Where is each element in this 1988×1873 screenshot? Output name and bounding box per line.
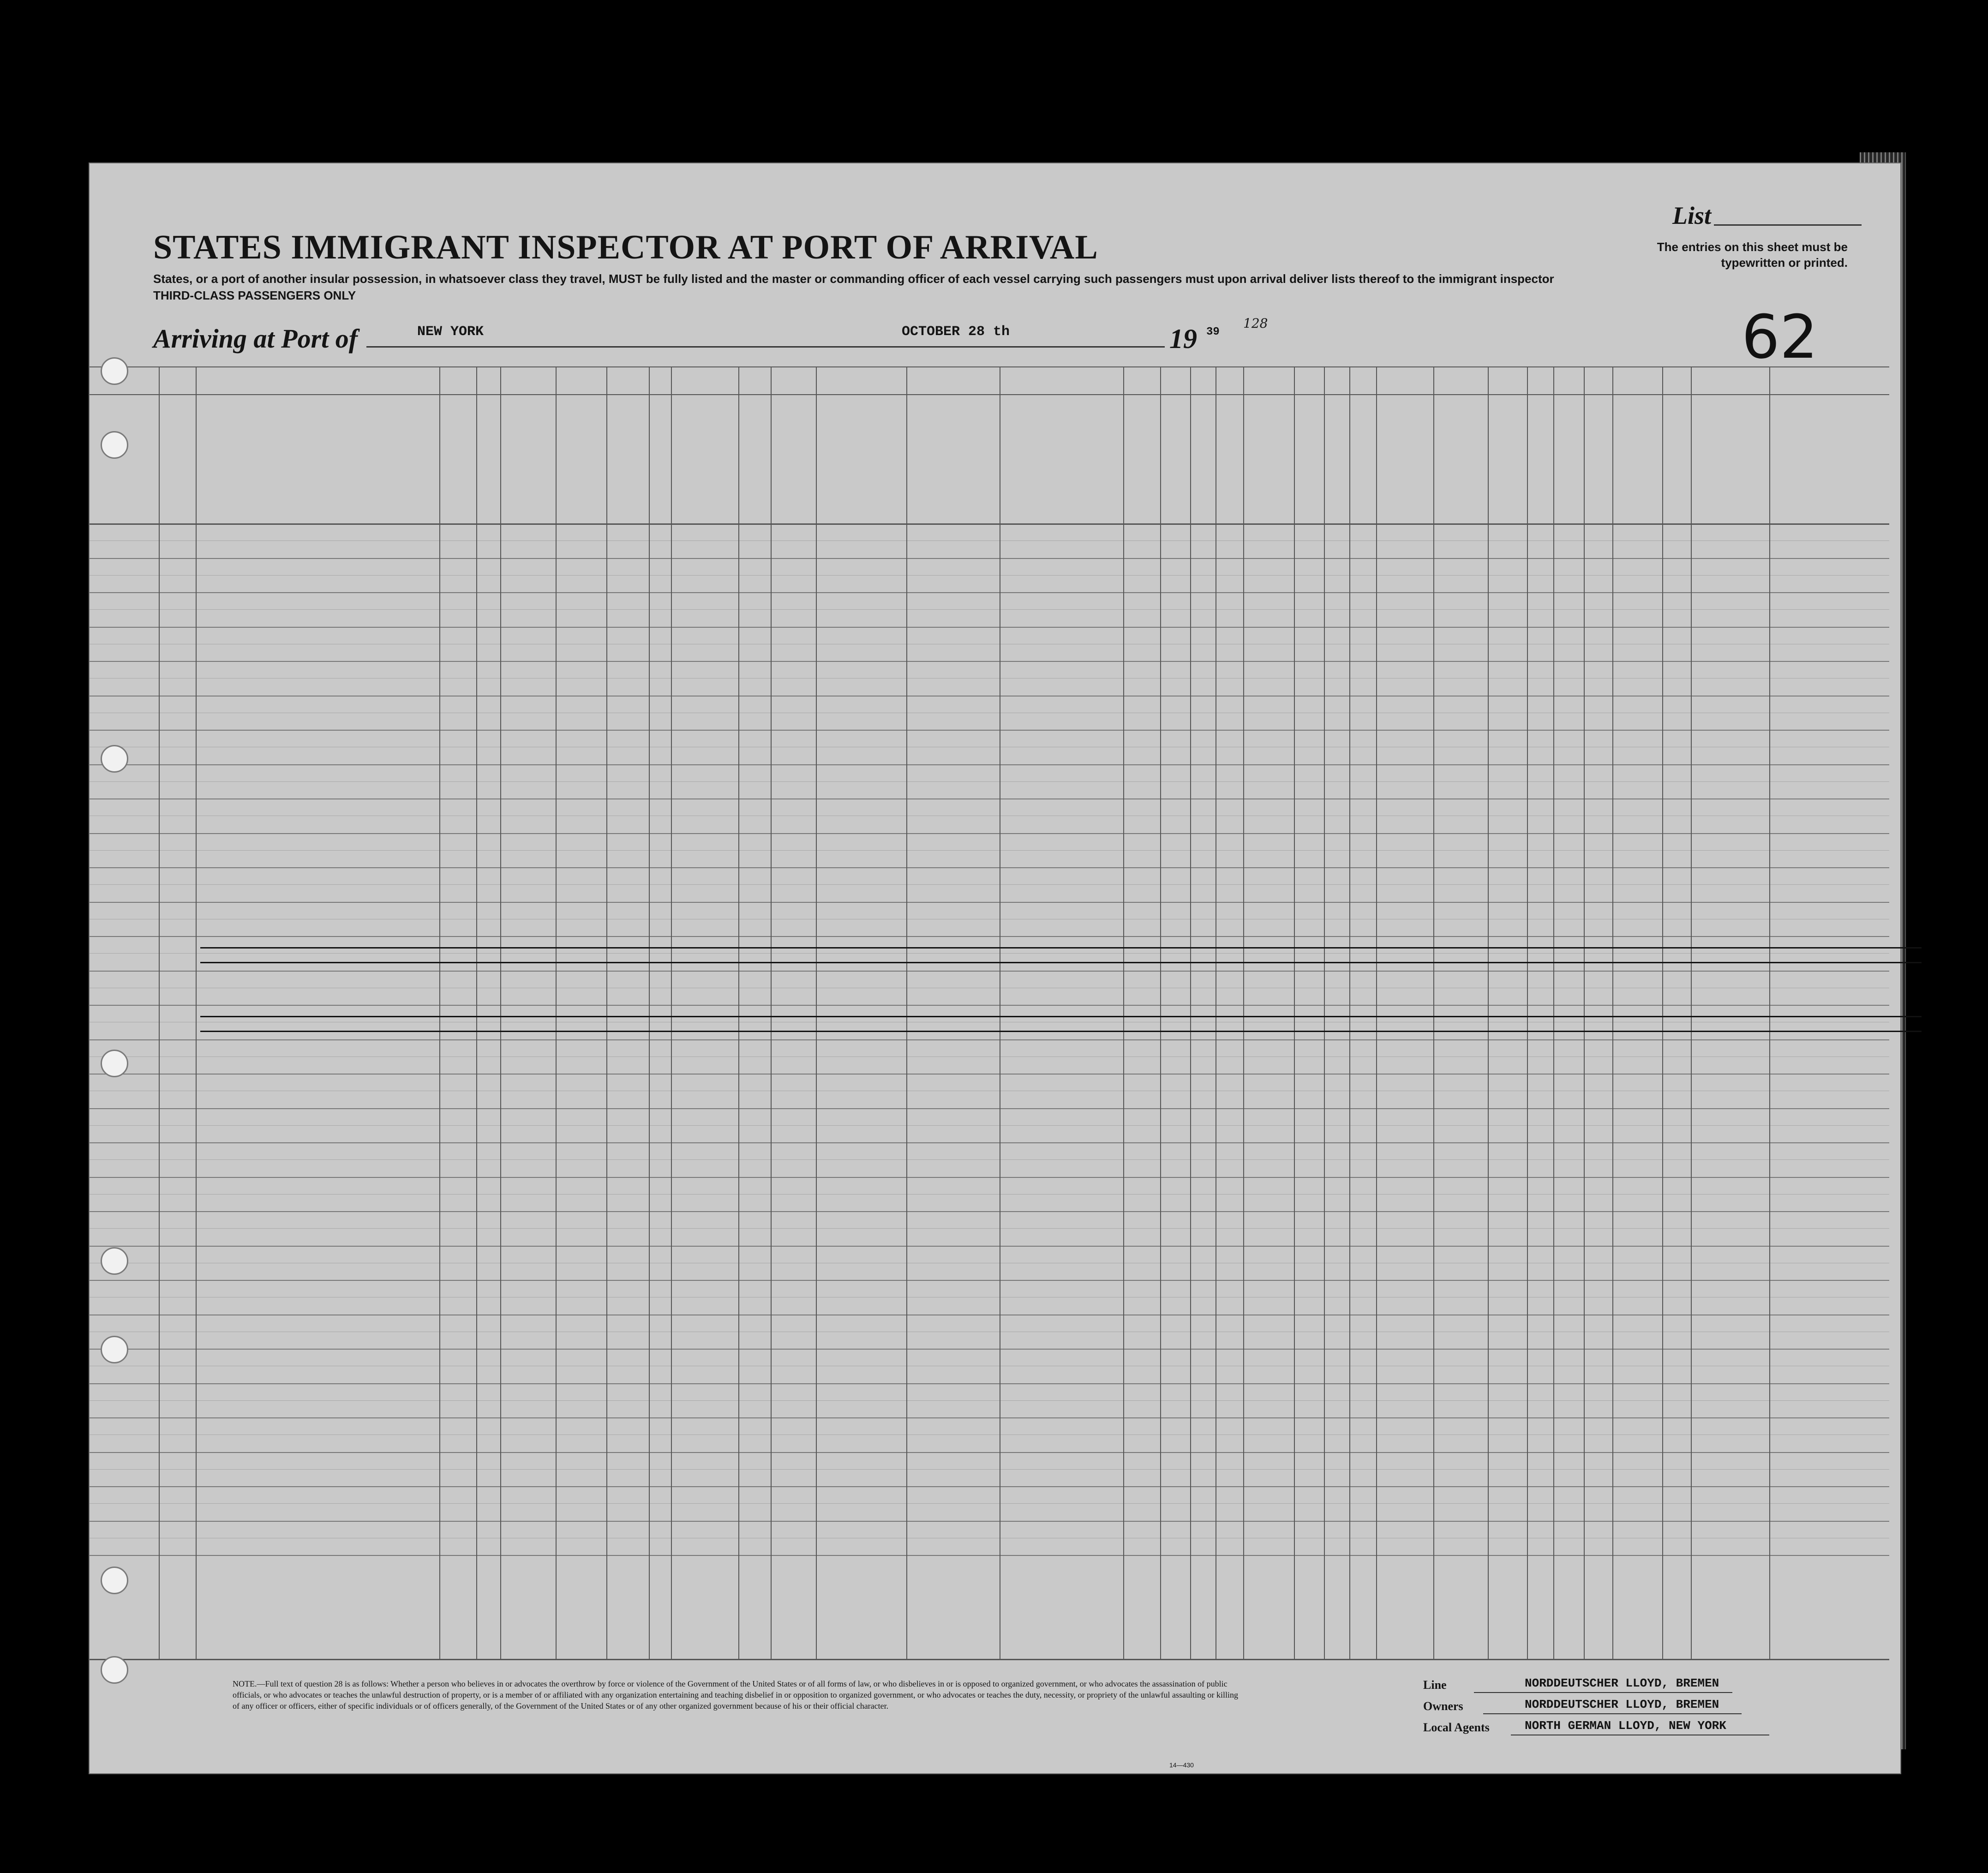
- owners-underline: [1483, 1713, 1742, 1714]
- col-29-header: [1328, 396, 1356, 521]
- header-rule: [90, 394, 1889, 395]
- col-21-header: [653, 396, 681, 521]
- form-title: STATES IMMIGRANT INSPECTOR AT PORT OF ARRIVAL: [153, 228, 1098, 266]
- row-rule: [90, 764, 1889, 765]
- row-rule: [90, 1039, 1889, 1040]
- row-rule: [90, 867, 1889, 868]
- guide-rule: [90, 850, 1889, 851]
- guide-rule: [90, 1469, 1889, 1470]
- subtitle-instructions: States, or a port of another insular possession, in whatsoever class they travel, MUST be fully listed and the master or commanding officer of each vessel carrying such passengers must upon arrival deliver lists thereof to the immigrant inspector: [153, 272, 1554, 286]
- strike-through-line: [200, 962, 1922, 963]
- row-rule: [90, 1142, 1889, 1143]
- col-27-header: [1272, 396, 1299, 521]
- row-rule: [90, 558, 1889, 559]
- list-label: List: [1672, 202, 1712, 229]
- col-31-header: [1381, 396, 1408, 521]
- column-rule: [1294, 366, 1295, 1659]
- col-34-feet: [1529, 477, 1557, 519]
- form-code: 14—430: [1169, 1761, 1194, 1769]
- column-rule: [1190, 366, 1191, 1659]
- col-30-header: [1354, 396, 1382, 521]
- column-rule: [1553, 366, 1554, 1659]
- column-rule: [816, 366, 817, 1659]
- guide-rule: [90, 884, 1889, 885]
- row-rule: [90, 1280, 1889, 1281]
- column-rule: [1349, 366, 1350, 1659]
- column-rule: [738, 366, 739, 1659]
- guide-rule: [90, 781, 1889, 782]
- column-rule: [476, 366, 477, 1659]
- row-rule: [90, 971, 1889, 972]
- strike-through-line: [200, 947, 1922, 949]
- line-label: Line: [1423, 1678, 1447, 1692]
- guide-rule: [90, 1125, 1889, 1126]
- column-rule: [1324, 366, 1325, 1659]
- row-rule: [90, 627, 1889, 628]
- column-rule: [606, 366, 607, 1659]
- guide-rule: [90, 953, 1889, 954]
- agents-label: Local Agents: [1423, 1721, 1490, 1734]
- strike-through-line: [200, 1031, 1922, 1032]
- row-rule: [90, 1074, 1889, 1075]
- line-underline: [1474, 1692, 1732, 1693]
- row-rule: [90, 1211, 1889, 1212]
- row-rule: [90, 1486, 1889, 1487]
- arrival-date: OCTOBER 28 th: [902, 324, 1010, 340]
- guide-rule: [90, 1194, 1889, 1195]
- binder-hole: [101, 745, 128, 773]
- owners-label: Owners: [1423, 1699, 1463, 1713]
- column-rule: [906, 366, 907, 1659]
- port-underline: [366, 346, 929, 348]
- column-rule: [1160, 366, 1161, 1659]
- col-26-header: [1247, 396, 1275, 521]
- row-rule: [90, 1452, 1889, 1453]
- binder-hole: [101, 1336, 128, 1363]
- column-rule: [1584, 366, 1585, 1659]
- column-rule: [1123, 366, 1124, 1659]
- column-rule: [771, 366, 772, 1659]
- sheet-number: 128: [1243, 316, 1268, 331]
- guide-rule: [90, 575, 1889, 576]
- line-value: NORDDEUTSCHER LLOYD, BREMEN: [1525, 1676, 1719, 1690]
- strike-through-line: [200, 1016, 1922, 1017]
- page-number: 62: [1742, 302, 1818, 372]
- column-rule: [196, 366, 197, 1659]
- agents-value: NORTH GERMAN LLOYD, NEW YORK: [1525, 1719, 1726, 1733]
- column-rule: [1376, 366, 1377, 1659]
- column-rule: [1612, 366, 1613, 1659]
- binder-hole: [101, 1567, 128, 1594]
- row-rule: [90, 730, 1889, 731]
- row-rule: [90, 1417, 1889, 1418]
- row-rule: [90, 592, 1889, 593]
- column-rule: [649, 366, 650, 1659]
- column-rule: [1433, 366, 1434, 1659]
- guide-rule: [90, 1503, 1889, 1504]
- row-rule: [90, 1521, 1889, 1522]
- subtitle-class: THIRD-CLASS PASSENGERS ONLY: [153, 288, 356, 302]
- footnote: NOTE.—Full text of question 28 is as follows: Whether a person who believes in or advocates the overthrow by force or violence of the Government of the United States or of all forms of law, or who disbelieves in or is opposed to organized government, or who advocates the assassination of public officials, or who advocates or teaches the unlawful destruction of property, or is a member of or affiliated with any organization entertaining and teaching disbelief in or opposition to organized government, or who advocates or teaches the duty, necessity, or propriety of the unlawful assaulting or killing of any officer or officers, either of specific individuals or of officers generally, of the Government of the United States or of any other organized government because of his or their official character.: [233, 1679, 1239, 1711]
- col-24-a-header: [1130, 422, 1157, 521]
- col-34-inches: [1555, 477, 1583, 519]
- binder-hole: [101, 1656, 128, 1684]
- year-suffix: 39: [1206, 326, 1220, 338]
- row-rule: [90, 1349, 1889, 1350]
- row-rule: [90, 1555, 1889, 1556]
- column-rule: [1662, 366, 1663, 1659]
- row-rule: [90, 1108, 1889, 1109]
- column-rule: [1527, 366, 1528, 1659]
- column-rule: [1488, 366, 1489, 1659]
- row-rule: [90, 661, 1889, 662]
- row-rule: [90, 1246, 1889, 1247]
- column-rule: [556, 366, 557, 1659]
- column-rule: [1691, 366, 1692, 1659]
- row-rule: [90, 1383, 1889, 1384]
- col-19-header: [559, 396, 587, 521]
- binder-hole: [101, 1247, 128, 1275]
- row-rule: [90, 1177, 1889, 1178]
- guide-rule: [90, 609, 1889, 610]
- row-rule: [90, 798, 1889, 799]
- port-value: NEW YORK: [417, 324, 484, 340]
- column-rule: [159, 366, 160, 1659]
- table-bottom-rule: [90, 1659, 1889, 1660]
- guide-rule: [90, 1400, 1889, 1401]
- guide-rule: [90, 540, 1889, 541]
- row-rule: [90, 936, 1889, 937]
- date-underline: [846, 346, 1165, 348]
- list-note: The entries on this sheet must be typewritten or printed.: [1657, 240, 1848, 270]
- row-rule: [90, 1005, 1889, 1006]
- guide-rule: [90, 1159, 1889, 1160]
- col-25-header: [1219, 396, 1247, 521]
- row-rule: [90, 902, 1889, 903]
- col-24-b-header: [1164, 422, 1192, 521]
- col-28-header: [1298, 396, 1325, 521]
- binder-hole: [101, 1050, 128, 1077]
- arriving-label: Arriving at Port of: [153, 324, 358, 354]
- header-rule: [90, 366, 1889, 367]
- column-rule: [439, 366, 440, 1659]
- column-rule: [1769, 366, 1770, 1659]
- guide-rule: [90, 1228, 1889, 1229]
- binder-hole: [101, 431, 128, 459]
- header-rule: [90, 523, 1889, 525]
- row-rule: [90, 833, 1889, 834]
- manifest-sheet: [89, 162, 1901, 1774]
- binder-hole: [101, 357, 128, 385]
- column-rule: [1243, 366, 1244, 1659]
- year-prefix: 19: [1169, 324, 1197, 354]
- col-24-c-header: [1193, 422, 1221, 521]
- form-subtitle: [153, 270, 1676, 304]
- column-rule: [500, 366, 501, 1659]
- list-underline: [1714, 224, 1862, 226]
- owners-value: NORDDEUTSCHER LLOYD, BREMEN: [1525, 1698, 1719, 1711]
- column-rule: [671, 366, 672, 1659]
